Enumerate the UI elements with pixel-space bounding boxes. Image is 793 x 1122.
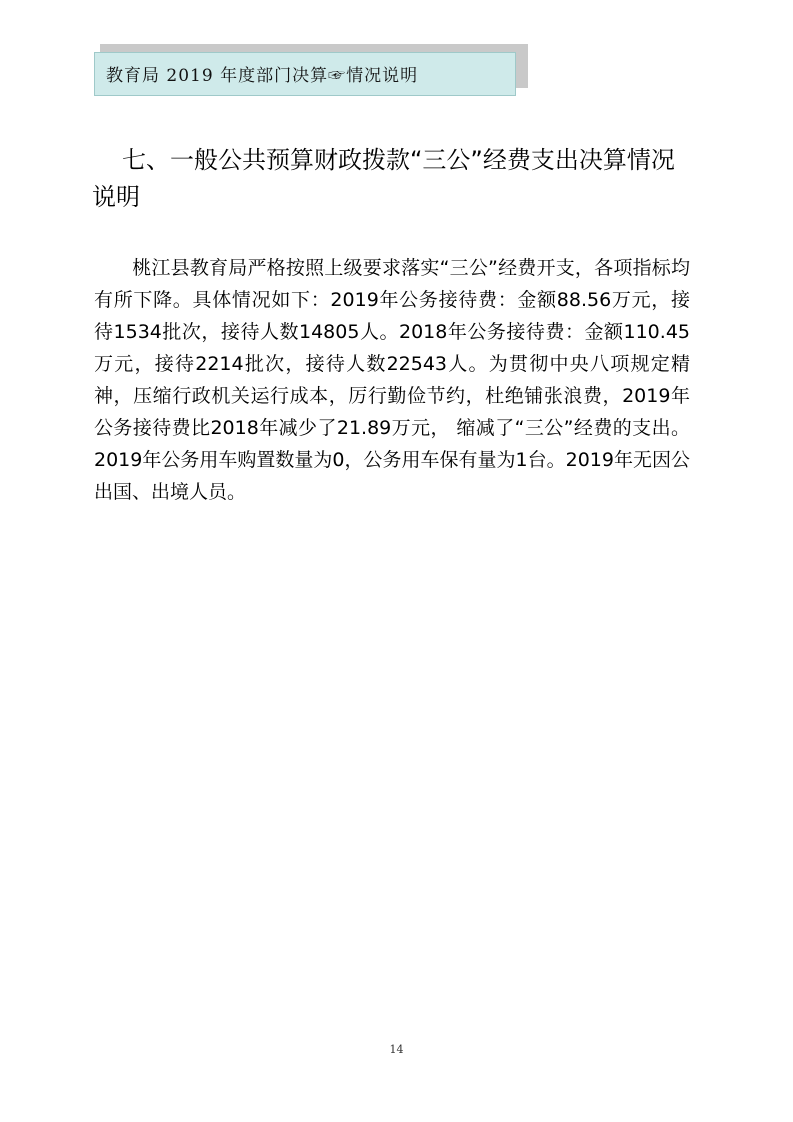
section-heading-text: 七、一般公共预算财政拨款“三公”经费支出决算情况说明: [92, 146, 675, 211]
body-paragraph-text: 桃江县教育局严格按照上级要求落实“三公”经费开支，各项指标均有所下降。具体情况如下：2019年公务接待费：金额88.56万元，接待1534批次，接待人数14805人。2018年公务接待费：金额110.45万元，接待2214批次，接待人数22543人。为贯彻中央八项规定精神，压缩行政机关运行成本，厉行勤俭节约，杜绝铺张浪费，2019年公务接待费比2018年减少了21.89万元， 缩减了“三公”经费的支出。2019年公务用车购置数量为0，公务用车保有量为1台。2019年无因公出国、出境人员。: [94, 257, 690, 503]
page-number: 14: [389, 1043, 404, 1056]
body-paragraph: [94, 252, 690, 508]
header-title: 教育局 2019 年度部门决算☞情况说明: [106, 66, 419, 86]
section-heading: [92, 142, 692, 216]
